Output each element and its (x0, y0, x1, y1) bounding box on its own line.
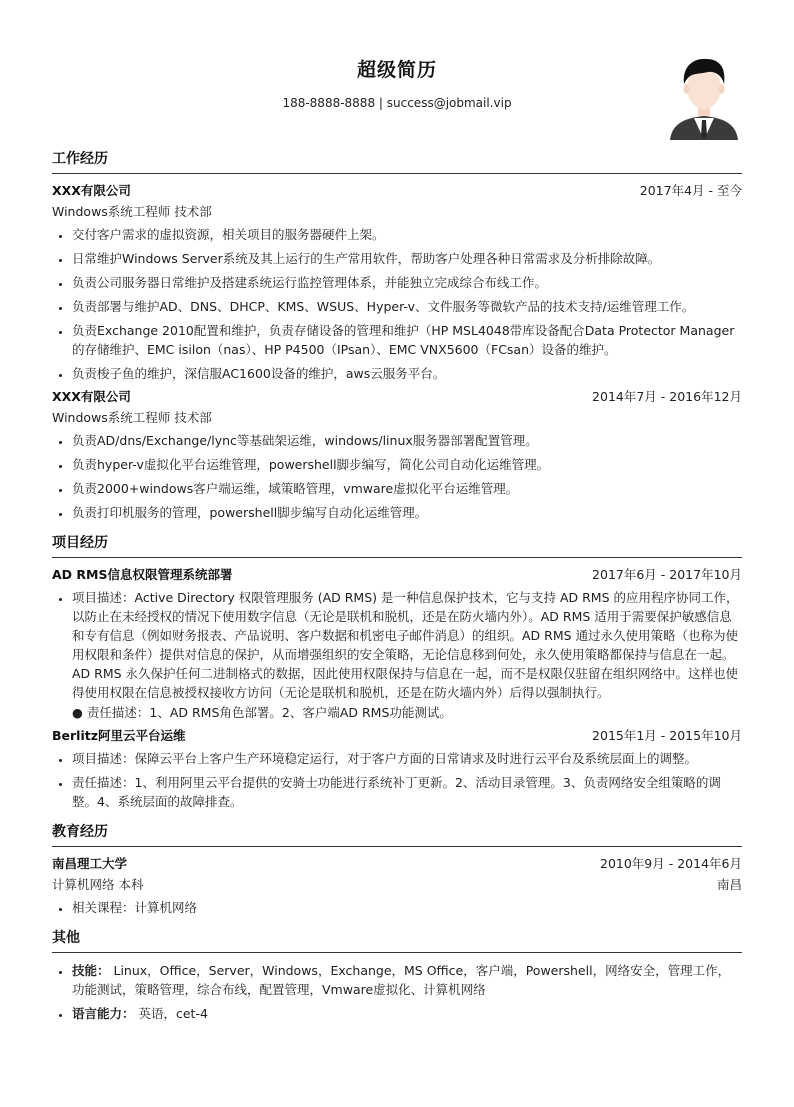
project-experience-section (52, 534, 742, 811)
education-bullets (52, 898, 742, 917)
work-bullets (52, 225, 742, 383)
skills-item (72, 961, 742, 999)
project-name: Berlitz阿里云平台运维 (52, 728, 186, 743)
list-item: • 负责Exchange 2010配置和维护，负责存储设备的管理和维护（HP MSL4048带库设备配合Data Protector Manager的存储维护、EMC isilon（nas）、HP P4500（IPsan）、EMC VNX5600（FCsan）设备的维护。 (72, 321, 742, 359)
project-name: AD RMS信息权限管理系统部署 (52, 567, 233, 582)
list-item: • 负责部署与维护AD、DNS、DHCP、KMS、WSUS、Hyper-v、文件服务等微软产品的技术支持/运维管理工作。 (72, 297, 742, 316)
company-name: XXX有限公司 (52, 183, 131, 198)
list-item: • 相关课程：计算机网络 (72, 898, 742, 917)
list-item: • 交付客户需求的虚拟资源，相关项目的服务器硬件上架。 (72, 225, 742, 244)
other-section-title: 其他 (52, 929, 742, 953)
project-entry (52, 566, 742, 722)
work-section-title: 工作经历 (52, 150, 742, 174)
education-section (52, 823, 742, 917)
language-item (72, 1004, 742, 1023)
list-item: • 负责打印机服务的管理，powershell脚步编写自动化运维管理。 (72, 503, 742, 522)
avatar (668, 54, 740, 140)
project-date: 2015年1月 - 2015年10月 (592, 728, 742, 743)
work-experience-section (52, 150, 742, 522)
other-section (52, 929, 742, 1023)
education-entry (52, 855, 742, 917)
skills-text: Linux，Office，Server，Windows，Exchange，MS Office，客户端，Powershell，网络安全，管理工作，功能测试，策略管理，综合布线，配置管理，Vmware虚拟化、计算机网络 (72, 963, 731, 997)
major-degree: 计算机网络 本科 (52, 877, 144, 892)
language-label: 语言能力： (72, 1006, 135, 1021)
list-item: • 项目描述：保障云平台上客户生产环境稳定运行，对于客户方面的日常请求及时进行云平台及系统层面上的调整。 (72, 749, 742, 768)
resume-content (52, 150, 742, 1035)
work-entry (52, 182, 742, 383)
skills-label: 技能： (72, 963, 110, 978)
list-item: • 负责2000+windows客户端运维，域策略管理，vmware虚拟化平台运维管理。 (72, 479, 742, 498)
work-date: 2017年4月 - 至今 (639, 183, 742, 198)
project-bullets (52, 749, 742, 811)
project-date: 2017年6月 - 2017年10月 (592, 567, 742, 582)
education-date: 2010年9月 - 2014年6月 (600, 856, 742, 871)
school-name: 南昌理工大学 (52, 856, 128, 871)
education-section-title: 教育经历 (52, 823, 742, 847)
project-entry (52, 727, 742, 811)
work-date: 2014年7月 - 2016年12月 (592, 389, 742, 404)
other-bullets (52, 961, 742, 1023)
list-item: • 负责公司服务器日常维护及搭建系统运行监控管理体系，并能独立完成综合布线工作。 (72, 273, 742, 292)
project-section-title: 项目经历 (52, 534, 742, 558)
list-item: • 负责梭子鱼的维护，深信服AC1600设备的维护，aws云服务平台。 (72, 364, 742, 383)
job-role: Windows系统工程师 技术部 (52, 410, 212, 425)
list-item: • 日常维护Windows Server系统及其上运行的生产常用软件，帮助客户处理各种日常需求及分析排除故障。 (72, 249, 742, 268)
work-bullets (52, 431, 742, 522)
work-entry (52, 388, 742, 522)
list-item: • 项目描述：Active Directory 权限管理服务 (AD RMS) 是一种信息保护技术，它与支持 AD RMS 的应用程序协同工作，以防止在未经授权的情况下使用数字信息（无论是联机和脱机，还是在防火墙内外）。AD RMS 适用于需要保护敏感信息和专有信息（例如财务报表、产品说明、客户数据和机密电子邮件消息）的组织。AD RMS 通过永久使用策略（也称为使用权限和条件）提供对信息的保护，从而增强组织的安全策略，无论信息移到何处，永久使用策略都保持与信息在一起。AD RMS 永久保护任何二进制格式的数据，因此使用权限保持与信息在一起，而不是权限仅驻留在组织网络中。这样也使得使用权限在信息被授权接收方访问（无论是联机和脱机，还是在防火墙内外）后得以强制执行。 (72, 588, 742, 702)
project-responsibility: ● 责任描述：1、AD RMS角色部署。2、客户端AD RMS功能测试。 (72, 705, 452, 720)
list-item: • 负责hyper-v虚拟化平台运维管理，powershell脚步编写，简化公司自动化运维管理。 (72, 455, 742, 474)
list-item: • 负责AD/dns/Exchange/lync等基础架运维，windows/linux服务器部署配置管理。 (72, 431, 742, 450)
contact-info: 188-8888-8888 | success@jobmail.vip (282, 96, 512, 110)
list-item: • 责任描述：1、利用阿里云平台提供的安骑士功能进行系统补丁更新。2、活动目录管理。3、负责网络安全组策略的调整。4、系统层面的故障排查。 (72, 773, 742, 811)
school-location: 南昌 (716, 877, 742, 892)
language-text: 英语，cet-4 (134, 1006, 208, 1021)
company-name: XXX有限公司 (52, 389, 131, 404)
project-bullets (52, 588, 742, 702)
job-role: Windows系统工程师 技术部 (52, 204, 212, 219)
candidate-name: 超级简历 (356, 59, 437, 81)
